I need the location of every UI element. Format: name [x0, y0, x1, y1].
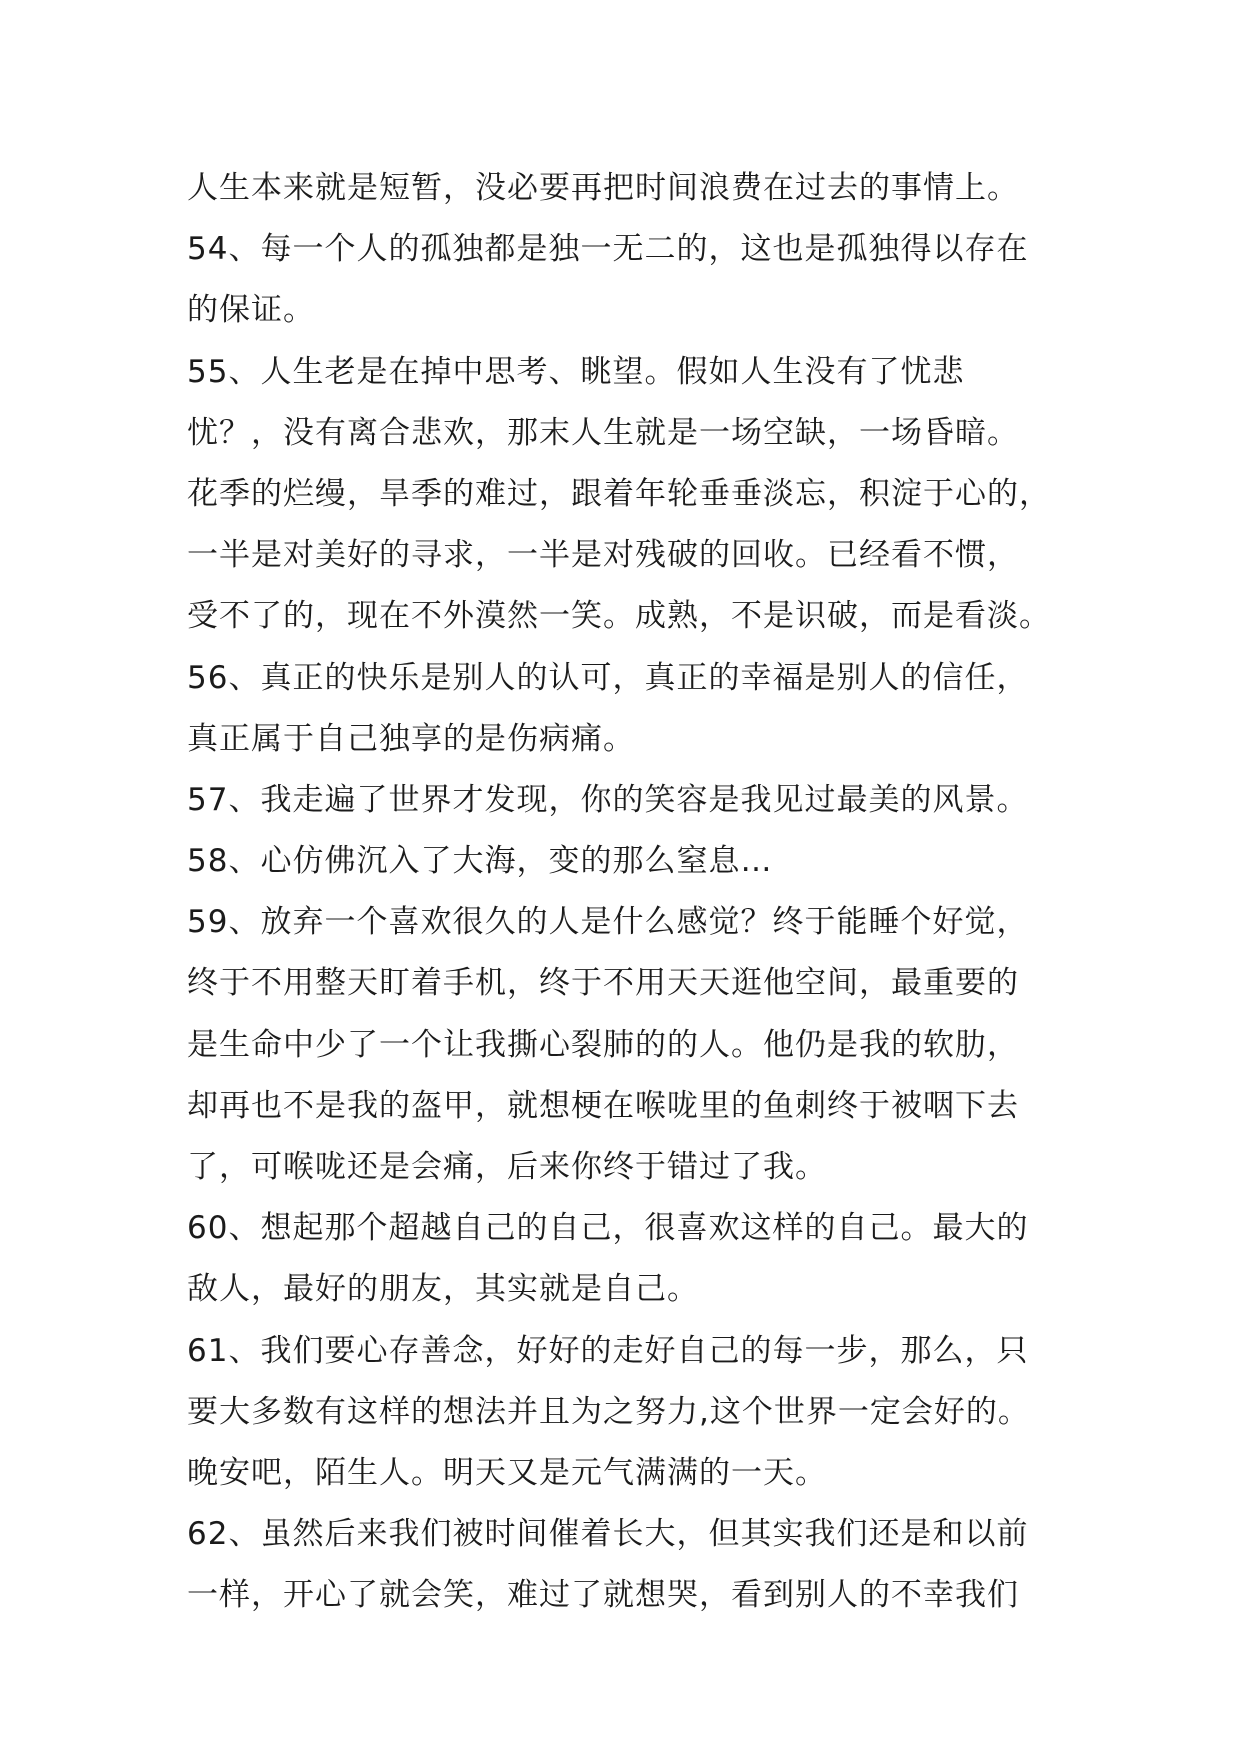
text-line: 60、想起那个超越自己的自己，很喜欢这样的自己。最大的 — [187, 1210, 1029, 1247]
text-line: 56、真正的快乐是别人的认可，真正的幸福是别人的信任， — [187, 659, 1029, 696]
text-line: 一样，开心了就会笑，难过了就想哭，看到别人的不幸我们 — [187, 1577, 1019, 1614]
text-line: 61、我们要心存善念，好好的走好自己的每一步，那么，只 — [187, 1332, 1029, 1369]
text-line: 55、人生老是在掉中思考、眺望。假如人生没有了忧悲 — [187, 353, 965, 390]
text-line: 是生命中少了一个让我撕心裂肺的的人。他仍是我的软肋， — [187, 1026, 1019, 1063]
text-line: 了，可喉咙还是会痛，后来你终于错过了我。 — [187, 1149, 827, 1185]
text-line: 受不了的，现在不外漠然一笑。成熟，不是识破，而是看淡。 — [187, 598, 1051, 635]
text-line: 却再也不是我的盔甲，就想梗在喉咙里的鱼刺终于被咽下去 — [187, 1087, 1019, 1124]
text-line: 要大多数有这样的想法并且为之努力,这个世界一定会好的。 — [187, 1393, 1030, 1430]
text-line: 终于不用整天盯着手机，终于不用天天逛他空间，最重要的 — [187, 965, 1019, 1002]
text-line: 58、心仿佛沉入了大海，变的那么窒息… — [187, 843, 773, 880]
text-line: 一半是对美好的寻求，一半是对残破的回收。已经看不惯， — [187, 537, 1019, 574]
text-line: 忧？，没有离合悲欢，那末人生就是一场空缺，一场昏暗。 — [187, 414, 1019, 451]
text-line: 的保证。 — [187, 292, 315, 329]
text-line: 真正属于自己独享的是伤病痛。 — [187, 720, 635, 757]
text-line: 57、我走遍了世界才发现，你的笑容是我见过最美的风景。 — [187, 781, 1029, 818]
text-line: 59、放弃一个喜欢很久的人是什么感觉？终于能睡个好觉， — [187, 904, 1029, 941]
text-line: 62、虽然后来我们被时间催着长大，但其实我们还是和以前 — [187, 1516, 1029, 1553]
text-line: 花季的烂缦，旱季的难过，跟着年轮垂垂淡忘，积淀于心的， — [187, 475, 1051, 512]
text-line: 54、每一个人的孤独都是独一无二的，这也是孤独得以存在 — [187, 231, 1029, 268]
document-body — [187, 158, 1067, 1627]
text-line: 晚安吧，陌生人。明天又是元气满满的一天。 — [187, 1454, 827, 1491]
text-line: 敌人，最好的朋友，其实就是自己。 — [187, 1271, 699, 1308]
text-line: 人生本来就是短暂，没必要再把时间浪费在过去的事情上。 — [187, 170, 1019, 206]
